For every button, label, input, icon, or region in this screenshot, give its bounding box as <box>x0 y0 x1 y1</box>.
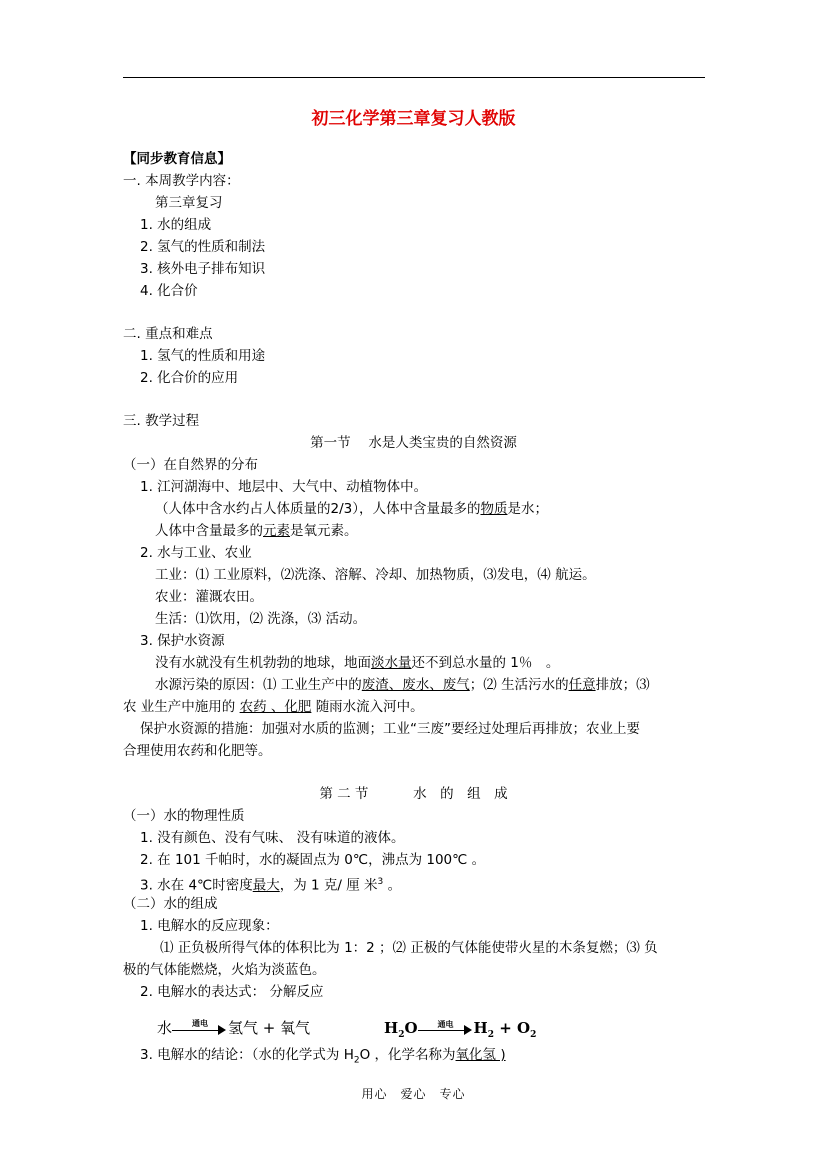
s4-line-8 <box>140 1046 506 1070</box>
text: （人体中含水约占人体质量的2/3），人体中含量最多的 <box>155 501 481 517</box>
chemical-equation <box>384 1019 536 1044</box>
text: 随雨水流入河中。 <box>315 699 424 715</box>
header-rule <box>123 77 705 78</box>
arrow-condition: 通电 <box>437 1019 454 1029</box>
underlined-text: 农药 、化肥 <box>239 699 312 715</box>
s4-line-4: 1. 电解水的反应现象： <box>140 918 279 934</box>
s3-line-7: 生活：⑴饮用，⑵ 洗涤，⑶ 活动。 <box>155 611 367 627</box>
section-header-info: 【同步教育信息】 <box>123 151 231 167</box>
underlined-text: 氧化氢 ) <box>455 1047 506 1063</box>
s3-line-1: 1. 江河湖海中、地层中、大气中、动植物体中。 <box>140 479 428 495</box>
s2-item-2: 2. 化合价的应用 <box>140 370 239 386</box>
s4-line-7: 2. 电解水的表达式： 分解反应 <box>140 984 324 1000</box>
underlined-text: 最大 <box>252 877 280 894</box>
s2-heading: 二. 重点和难点 <box>123 326 213 342</box>
text: 水源污染的原因：⑴ 工业生产中的 <box>155 677 362 693</box>
eq-h: H <box>384 1019 399 1037</box>
s3-line-3 <box>155 522 358 540</box>
s1-item-2: 2. 氢气的性质和制法 <box>140 239 266 255</box>
eq-plus-o: + O <box>493 1019 531 1037</box>
s1-sub: 第三章复习 <box>155 195 223 211</box>
arrow-condition: 通电 <box>192 1018 209 1028</box>
section2-title: 第 二 节 水 的 组 成 <box>319 786 508 802</box>
text: 还不到总水量的 1％ 。 <box>411 655 560 671</box>
s2-item-1: 1. 氢气的性质和用途 <box>140 348 266 364</box>
s1-item-1: 1. 水的组成 <box>140 217 212 233</box>
text: 3. 水在 4℃时密度 <box>140 877 253 894</box>
s4-line-1: 1. 没有颜色、没有气味、 没有味道的液体。 <box>140 830 405 846</box>
s3-line-6: 农业：灌溉农田。 <box>155 589 263 605</box>
s3-line-2 <box>155 500 548 518</box>
eq-products: 氢气 + 氧气 <box>228 1019 311 1037</box>
text: 是水； <box>507 501 548 517</box>
page-footer: 用心 爱心 专心 <box>361 1087 466 1101</box>
s4-line-6: 极的气体能燃烧，火焰为淡蓝色。 <box>123 962 326 978</box>
underlined-text: 元素 <box>263 523 290 539</box>
text: O ，化学名称为 <box>359 1047 456 1063</box>
word-equation <box>157 1019 310 1037</box>
text: 人体中含量最多的 <box>155 523 263 539</box>
s4-line-3 <box>140 873 401 895</box>
s1-heading: 一. 本周教学内容： <box>123 173 240 189</box>
underlined-text: 物质 <box>480 501 508 517</box>
s4-a-heading: （一）水的物理性质 <box>123 808 245 824</box>
text: 3. 电解水的结论：（水的化学式为 H <box>140 1047 354 1063</box>
underlined-text: 淡水量 <box>371 655 412 671</box>
s3-line-5: 工业：⑴ 工业原料，⑵洗涤、溶解、冷却、加热物质，⑶发电，⑷ 航运。 <box>155 567 596 583</box>
reaction-arrow-icon <box>172 1018 228 1037</box>
underlined-text: 废渣、废水、废气 <box>361 677 470 693</box>
underlined-text: 任意 <box>568 677 596 693</box>
s3-a-heading: （一）在自然界的分布 <box>123 457 258 473</box>
s3-heading: 三. 教学过程 <box>123 413 200 429</box>
document-title: 初三化学第三章复习人教版 <box>311 109 516 129</box>
reaction-arrow-icon <box>418 1021 474 1037</box>
text: 排放；⑶ <box>595 677 650 693</box>
text: 是氧元素。 <box>290 523 358 539</box>
s3-line-11 <box>123 698 424 716</box>
subscript: 2 <box>398 1030 405 1040</box>
text: ，为 1 克/ 厘 米 <box>279 877 378 894</box>
s3-line-8: 3. 保护水资源 <box>140 633 225 649</box>
s1-item-4: 4. 化合价 <box>140 283 198 299</box>
s3-line-12: 保护水资源的措施：加强对水质的监测；工业“三废”要经过处理后再排放；农业上要 <box>140 721 640 737</box>
subscript: 2 <box>530 1030 537 1040</box>
s3-line-10 <box>155 676 650 694</box>
s3-line-9 <box>155 654 559 672</box>
s4-line-2: 2. 在 101 千帕时，水的凝固点为 0℃，沸点为 100℃ 。 <box>140 852 486 868</box>
superscript: 3 <box>377 877 384 887</box>
text: ；⑵ 生活污水的 <box>469 677 569 693</box>
s4-b-heading: （二）水的组成 <box>123 896 218 912</box>
eq-o: O <box>404 1019 418 1037</box>
eq-reactant: 水 <box>157 1019 173 1037</box>
s1-item-3: 3. 核外电子排布知识 <box>140 261 266 277</box>
text: 没有水就没有生机勃勃的地球，地面 <box>155 655 371 671</box>
s4-line-5: ⑴ 正负极所得气体的体积比为 1：2 ；⑵ 正极的气体能使带火星的木条复燃；⑶ 负 <box>160 940 658 956</box>
text: 。 <box>387 877 402 894</box>
eq-h2: H <box>473 1019 488 1037</box>
s3-line-4: 2. 水与工业、农业 <box>140 545 252 561</box>
s3-line-13: 合理使用农药和化肥等。 <box>123 743 272 759</box>
subscript: 2 <box>487 1030 494 1040</box>
text: 农 业生产中施用的 <box>123 699 236 715</box>
subscript: 2 <box>353 1055 360 1066</box>
section1-title: 第一节 水是人类宝贵的自然资源 <box>310 435 517 451</box>
